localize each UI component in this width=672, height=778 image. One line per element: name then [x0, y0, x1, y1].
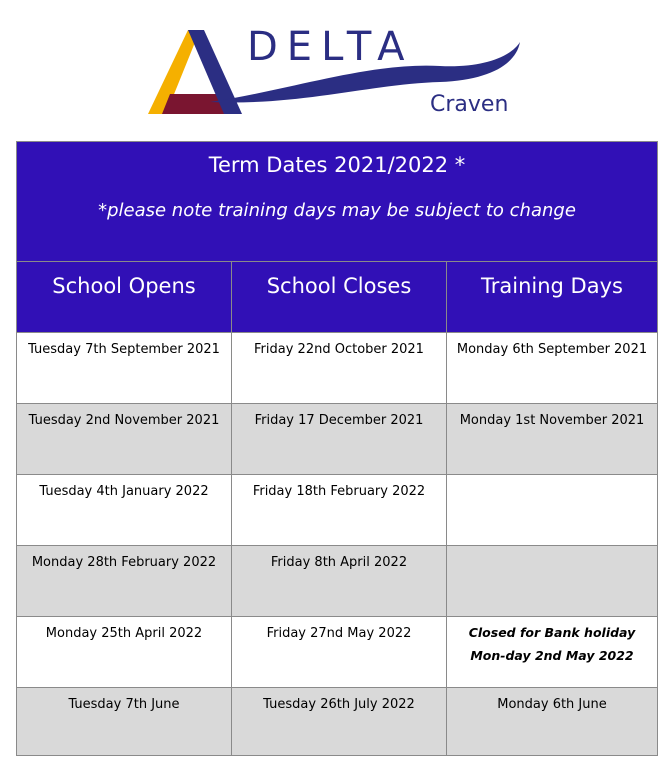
- cell-school-closes: Friday 17 December 2021: [231, 404, 446, 474]
- cell-school-opens: Tuesday 2nd November 2021: [28, 413, 220, 428]
- table-row: [17, 332, 657, 403]
- cell-training-days: Monday 6th June: [446, 688, 657, 756]
- table-row: [17, 403, 657, 474]
- table-title: Term Dates 2021/2022 *: [208, 153, 466, 177]
- cell-training-days: Monday 6th September 2021: [446, 333, 657, 403]
- cell-school-opens: Tuesday 4th January 2022: [39, 484, 209, 499]
- header-school-closes: School Closes: [231, 262, 446, 332]
- table-row: [17, 616, 657, 687]
- cell-school-closes: Friday 27nd May 2022: [231, 617, 446, 687]
- delta-craven-logo: [140, 22, 530, 122]
- cell-school-opens: Monday 28th February 2022: [31, 555, 217, 570]
- header-school-opens: School Opens: [52, 274, 196, 298]
- cell-school-closes: Tuesday 26th July 2022: [231, 688, 446, 756]
- header-row: [17, 261, 657, 332]
- cell-school-closes: Friday 18th February 2022: [231, 475, 446, 545]
- table-row: [17, 687, 657, 755]
- cell-school-opens: Tuesday 7th September 2021: [28, 342, 220, 357]
- cell-school-closes: Friday 22nd October 2021: [231, 333, 446, 403]
- cell-bank-holiday-note: Closed for Bank holiday Mon-day 2nd May 2022: [446, 617, 657, 687]
- logo-wordmark: DELTA: [247, 24, 414, 70]
- cell-school-opens: Monday 25th April 2022: [45, 626, 203, 641]
- table-row: [17, 545, 657, 616]
- header-training-days: Training Days: [446, 262, 657, 332]
- table-row: [17, 474, 657, 545]
- table-subtitle: *please note training days may be subject to change: [98, 200, 576, 221]
- cell-training-days: [446, 546, 657, 616]
- title-band: [17, 142, 657, 261]
- logo-subtitle: Craven: [430, 92, 509, 117]
- cell-training-days: [446, 475, 657, 545]
- cell-training-days: Monday 1st November 2021: [446, 404, 657, 474]
- cell-school-opens: Tuesday 7th June: [68, 697, 180, 712]
- cell-school-closes: Friday 8th April 2022: [231, 546, 446, 616]
- term-dates-table: [16, 141, 658, 756]
